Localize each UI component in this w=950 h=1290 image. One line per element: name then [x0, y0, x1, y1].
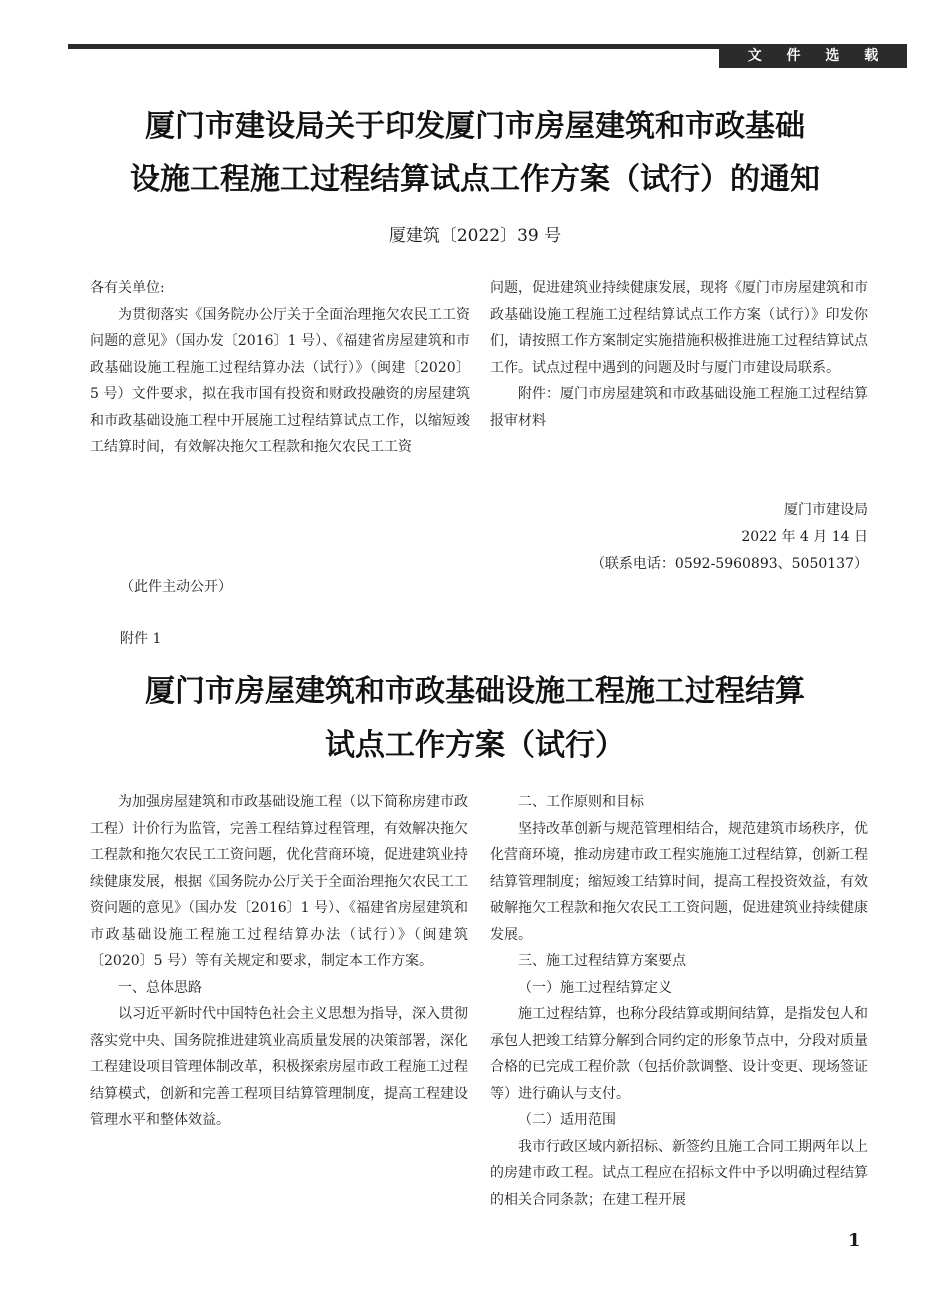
plan-intro: 为加强房屋建筑和市政基础设施工程（以下简称房建市政工程）计价行为监管，完善工程结算过程管理，有效解决拖欠工程款和拖欠农民工工资问题，优化营商环境，促进建筑业持续健康发展，根据《国务院办公厅关于全面治理拖欠农民工工资问题的意见》（国办发〔2016〕1 号）、《福建省房屋建筑和市政基础设施工程施工过程结算办法（试行）》（闽建筑〔2020〕5 号）等有关规定和要求，制定本工作方案。	[90, 794, 468, 969]
subsection-heading-2: （二）适用范围	[518, 1112, 616, 1128]
section-heading-3: 三、施工过程结算方案要点	[518, 953, 686, 969]
section-heading-2: 二、工作原则和目标	[518, 794, 644, 810]
section-1-body: 以习近平新时代中国特色社会主义思想为指导，深入贯彻落实党中央、国务院推进建筑业高质量发展的决策部署，深化工程建设项目管理体制改革，积极探索房屋市政工程施工过程结算模式，创新和完善工程项目结算管理制度，提高工程建设管理水平和整体效益。	[90, 1006, 468, 1128]
plan-title-line1: 厦门市房屋建筑和市政基础设施工程施工过程结算	[145, 674, 805, 709]
notice-title-line2: 设施工程施工过程结算试点工作方案（试行）的通知	[130, 162, 820, 197]
doc-number: 厦建筑〔2022〕39 号	[388, 226, 562, 246]
contact-phone: （联系电话：0592-5960893、5050137）	[590, 556, 868, 572]
plan-title-line2: 试点工作方案（试行）	[325, 728, 625, 763]
disclosure-note: （此件主动公开）	[120, 579, 232, 595]
section-2-body: 坚持改革创新与规范管理相结合，规范建筑市场秩序，优化营商环境，推动房建市政工程实施施工过程结算，创新工程结算管理制度；缩短竣工结算时间，提高工程投资效益，有效破解拖欠工程款和拖欠农民工工资问题，促进建筑业持续健康发展。	[490, 820, 868, 943]
page-number: 1	[848, 1230, 861, 1251]
subsection-heading-1: （一）施工过程结算定义	[518, 979, 672, 996]
attachment-label: 附件 1	[120, 631, 162, 647]
plan-right-column	[490, 789, 868, 1213]
section-label: 文 件 选 载	[747, 48, 889, 64]
notice-left-column	[90, 275, 470, 461]
notice-body-right: 问题，促进建筑业持续健康发展，现将《厦门市房屋建筑和市政基础设施工程施工过程结算试点工作方案（试行）》印发你们，请按照工作方案制定实施措施积极推进施工过程结算试点工作。试点过程中遇到的问题及时与厦门市建设局联系。	[490, 280, 868, 376]
notice-right-column	[490, 275, 868, 434]
notice-attachment: 附件：厦门市房屋建筑和市政基础设施工程施工过程结算报审材料	[490, 386, 868, 429]
plan-left-column	[90, 789, 468, 1134]
signature-block	[560, 497, 868, 578]
notice-title	[60, 100, 890, 206]
notice-body-left: 为贯彻落实《国务院办公厅关于全面治理拖欠农民工工资问题的意见》（国办发〔2016〕1 号）、《福建省房屋建筑和市政基础设施工程施工过程结算办法（试行）》（闽建〔2020〕5 号）文件要求，拟在我市国有投资和财政投融资的房屋建筑和市政基础设施工程中开展施工过程结算试点工作，以缩短竣工结算时间，有效解决拖欠工程款和拖欠农民工工资	[90, 306, 470, 455]
subsection-1-body: 施工过程结算，也称分段结算或期间结算，是指发包人和承包人把竣工结算分解到合同约定的形象节点中，分段对质量合格的已完成工程价款（包括价款调整、设计变更、现场签证等）进行确认与支付。	[490, 1006, 868, 1102]
issue-date: 2022 年 4 月 14 日	[741, 529, 868, 545]
notice-title-line1: 厦门市建设局关于印发厦门市房屋建筑和市政基础	[145, 109, 805, 144]
salutation: 各有关单位:	[90, 280, 165, 296]
section-heading-1: 一、总体思路	[118, 979, 202, 996]
subsection-2-body: 我市行政区域内新招标、新签约且施工合同工期两年以上的房建市政工程。试点工程应在招标文件中予以明确过程结算的相关合同条款；在建工程开展	[490, 1138, 868, 1208]
plan-title	[60, 665, 890, 773]
issuer: 厦门市建设局	[784, 502, 868, 518]
